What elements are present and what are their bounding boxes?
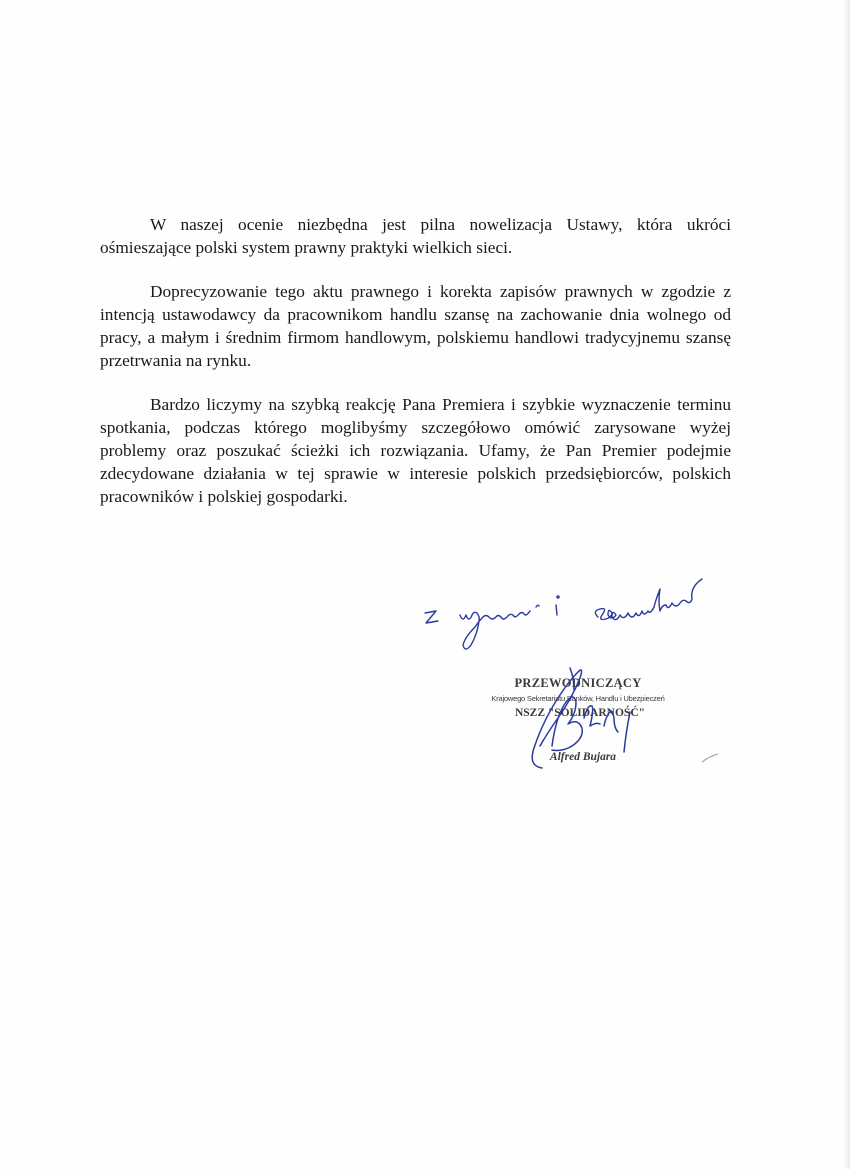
handwritten-signature	[480, 660, 680, 780]
paragraph-2: Doprecyzowanie tego aktu prawnego i korekta zapisów prawnych w zgodzie z intencją ustawodawcy da pracownikom handlu szansę na zachowanie dnia wolnego od pracy, a małym i średnim firmom handlowym, polskiemu handlowi tradycyjnemu szansę przetrwania na rynku.	[100, 282, 731, 370]
handwritten-closing	[420, 575, 740, 655]
margin-mark	[700, 752, 720, 764]
stamp-subtitle: Krajowego Sekretariatu Banków, Handlu i Ubezpieczeń	[491, 694, 665, 703]
paragraph-1: W naszej ocenie niezbędna jest pilna nowelizacja Ustawy, która ukróci ośmieszające polski system prawny praktyki wielkich sieci.	[100, 215, 731, 257]
stamp-name: Alfred Bujara	[549, 751, 617, 763]
stamp-title: PRZEWODNICZĄCY	[514, 676, 642, 690]
page-edge-shadow	[844, 0, 850, 1169]
stamp-union: NSZZ "SOLIDARNOŚĆ"	[514, 707, 646, 719]
paragraph-3: Bardzo liczymy na szybką reakcję Pana Premiera i szybkie wyznaczenie terminu spotkania, podczas którego moglibyśmy szczegółowo omówić zarysowane wyżej problemy oraz poszukać ścieżki ich rozwiązania. Ufamy, że Pan Premier podejmie zdecydowane działania w tej sprawie w interesie polskich przedsiębiorców, polskich pracowników i polskiej gospodarki.	[100, 395, 731, 506]
letter-body	[100, 213, 731, 529]
